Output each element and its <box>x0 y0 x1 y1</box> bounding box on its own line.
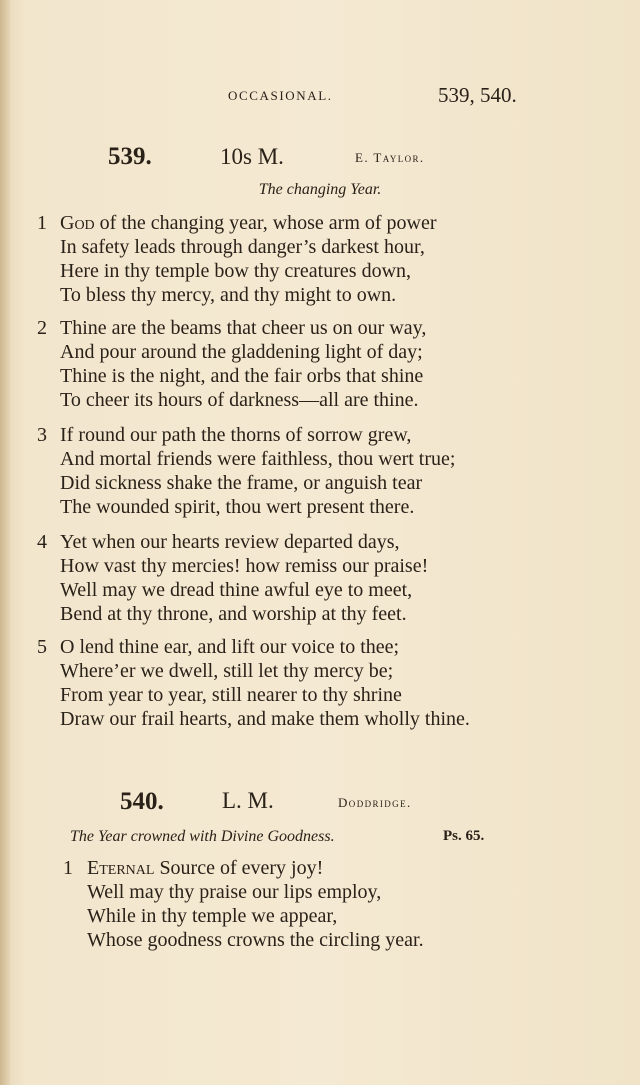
verse-line: Well may we dread thine awful eye to meet, <box>60 579 413 601</box>
stanza-number: 5 <box>37 636 47 658</box>
verse-line: Where’er we dwell, still let thy mercy be; <box>60 660 394 682</box>
running-head-section: OCCASIONAL. <box>228 88 333 103</box>
verse-line: Thine are the beams that cheer us on our way, <box>60 317 427 339</box>
stanza-number: 4 <box>37 531 47 553</box>
verse-line: Thine is the night, and the fair orbs that shine <box>60 365 424 387</box>
verse-line <box>60 212 437 235</box>
hymn-author: E. Taylor. <box>355 150 425 165</box>
initial-word: God <box>60 212 95 234</box>
verse-line: The wounded spirit, thou wert present there. <box>60 496 415 518</box>
verse-line: Well may thy praise our lips employ, <box>87 881 382 903</box>
stanza-number: 1 <box>63 857 73 879</box>
verse-line: Did sickness shake the frame, or anguish tear <box>60 472 423 494</box>
running-head-hymn-numbers: 539, 540. <box>438 83 517 107</box>
stanza-number: 1 <box>37 212 47 234</box>
verse-line: O lend thine ear, and lift our voice to thee; <box>60 636 400 658</box>
verse-line: To bless thy mercy, and thy might to own. <box>60 284 397 306</box>
verse-line: And pour around the gladdening light of day; <box>60 341 423 363</box>
running-head <box>0 83 640 110</box>
hymn-539-header <box>0 143 640 175</box>
verse-line: To cheer its hours of darkness—all are thine. <box>60 389 419 411</box>
hymn-number: 540. <box>120 788 164 815</box>
verse-line: Whose goodness crowns the circling year. <box>87 929 424 951</box>
verse-line: From year to year, still nearer to thy shrine <box>60 684 402 706</box>
verse-line: In safety leads through danger’s darkest hour, <box>60 236 425 258</box>
initial-word: Eternal <box>87 857 155 879</box>
verse-line <box>87 857 323 880</box>
verse-line: Draw our frail hearts, and make them wholly thine. <box>60 708 470 730</box>
hymn-540-header <box>0 788 640 820</box>
hymn-author: Doddridge. <box>338 795 412 810</box>
verse-line: And mortal friends were faithless, thou wert true; <box>60 448 456 470</box>
verse-line: While in thy temple we appear, <box>87 905 338 927</box>
hymn-meter: 10s M. <box>220 144 284 169</box>
stanza-number: 3 <box>37 424 47 446</box>
verse-line: How vast thy mercies! how remiss our praise! <box>60 555 429 577</box>
hymn-number: 539. <box>108 143 152 170</box>
hymn-540-scripture-reference: Ps. 65. <box>443 828 485 844</box>
verse-line: Yet when our hearts review departed days, <box>60 531 400 553</box>
verse-line: If round our path the thorns of sorrow grew, <box>60 424 412 446</box>
verse-line: Bend at thy throne, and worship at thy feet. <box>60 603 407 625</box>
verse-line-text: Source of every joy! <box>154 857 324 879</box>
stanza-number: 2 <box>37 317 47 339</box>
hymn-540-subtitle: The Year crowned with Divine Goodness. <box>70 828 335 845</box>
verse-line-text: of the changing year, whose arm of power <box>94 212 437 234</box>
hymn-meter: L. M. <box>222 788 274 813</box>
hymn-539-subtitle: The changing Year. <box>258 181 382 198</box>
verse-line: Here in thy temple bow thy creatures down, <box>60 260 412 282</box>
